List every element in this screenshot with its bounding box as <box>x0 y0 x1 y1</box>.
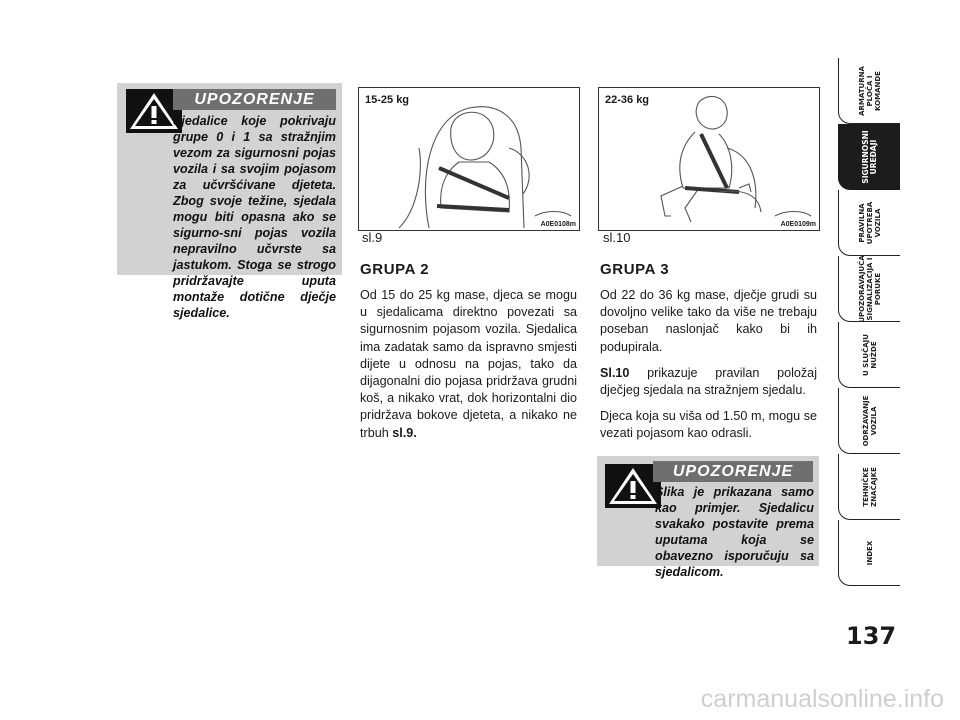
warning-text: Slika je prikazana samo kao primjer. Sjedalicu svakako postavite prema uputama koja se obavezno isporučuju sa sjedalicom. <box>655 485 814 579</box>
chapter-tab[interactable] <box>838 322 900 388</box>
chapter-tab[interactable] <box>838 256 900 322</box>
warning-box-left <box>117 83 342 320</box>
group2-heading: GRUPA 2 <box>360 261 430 278</box>
chapter-tab-label: TEHNIČKE ZNAČAJKE <box>861 466 878 507</box>
child-seat-illustration-icon <box>359 88 579 230</box>
chapter-tab-label: INDEX <box>865 540 874 565</box>
figure-code: A0E0108m <box>540 221 576 228</box>
chapter-tab[interactable] <box>838 124 900 190</box>
figure-reference: sl.9. <box>392 425 417 440</box>
chapter-tab-label: ARMATURNA PLOČA I KOMANDE <box>857 65 882 116</box>
chapter-tab-label: SIGURNOSNI UREĐAJI <box>860 129 878 184</box>
chapter-tab[interactable] <box>838 58 900 124</box>
figure-sl10 <box>598 87 820 231</box>
group3-text <box>600 287 817 452</box>
chapter-tab[interactable] <box>838 190 900 256</box>
chapter-tab-label: ODRŽAVANJE VOZILA <box>861 395 878 446</box>
warning-title: UPOZORENJE <box>173 89 336 110</box>
figure-weight-tag: 15-25 kg <box>365 94 410 106</box>
group3-paragraph: Djeca koja su viša od 1.50 m, mogu se vezati pojasom kao odrasli. <box>600 409 817 441</box>
group3-paragraph: Sl.10 prikazuje pravilan položaj dječjeg sjedala na stražnjem sjedalu. <box>600 365 817 398</box>
watermark: carmanualsonline.info <box>700 685 944 713</box>
chapter-tab[interactable] <box>838 388 900 454</box>
group3-paragraph: Od 22 do 36 kg mase, dječje grudi su dovoljno velike tako da više ne trebaju poseban naslonjač kako bi ih podupirala. <box>600 288 817 354</box>
chapter-tab-label: UPOZORAVAJUĆA SIGNALIZACIJA I PORUKE <box>857 254 882 323</box>
figure-code: A0E0109m <box>780 221 816 228</box>
figure-sl9 <box>358 87 580 231</box>
figure-caption: sl.10 <box>603 230 631 245</box>
chapter-tab-label: PRAVILNA UPOTREBA VOZILA <box>857 201 882 244</box>
warning-box-right <box>597 456 819 579</box>
group3-heading: GRUPA 3 <box>600 261 670 278</box>
booster-seat-illustration-icon <box>599 88 819 230</box>
chapter-tab[interactable] <box>838 454 900 520</box>
figure-weight-tag: 22-36 kg <box>605 94 650 106</box>
page-number: 137 <box>846 622 897 650</box>
warning-title: UPOZORENJE <box>653 461 813 482</box>
figure-caption: sl.9 <box>362 230 383 245</box>
warning-text: Sjedalice koje pokrivaju grupe 0 i 1 sa stražnjim vezom za sigurnosni pojas vozila i sa svojim pojasom za učvršćivane djeteta. Zbog svoje težine, sjedala mogu biti opasna ako se sigurno-sni pojas vozila nepravilno učvrste sa jastukom. Stoga se strogo pridržavajte uputa montaže dotične dječje sjedalice. <box>173 114 336 320</box>
figure-reference: Sl.10 <box>600 365 630 380</box>
chapter-tab-label: U SLUČAJU NUŽDE <box>861 333 878 376</box>
chapter-tab[interactable] <box>838 520 900 586</box>
group2-text: Od 15 do 25 kg mase, djeca se mogu u sjedalicama direktno povezati sa sigurnosnim pojasom vozila. Sjedalica ima zadatak samo da ispravno smjesti dijete u odnosu na pojas, tako da dijagonalni dio pojasa pridržava grudni koš, a nikako vrat, dok horizontalni dio pridržava bokove djeteta, a nikako ne trbuh sl.9. <box>360 288 577 440</box>
